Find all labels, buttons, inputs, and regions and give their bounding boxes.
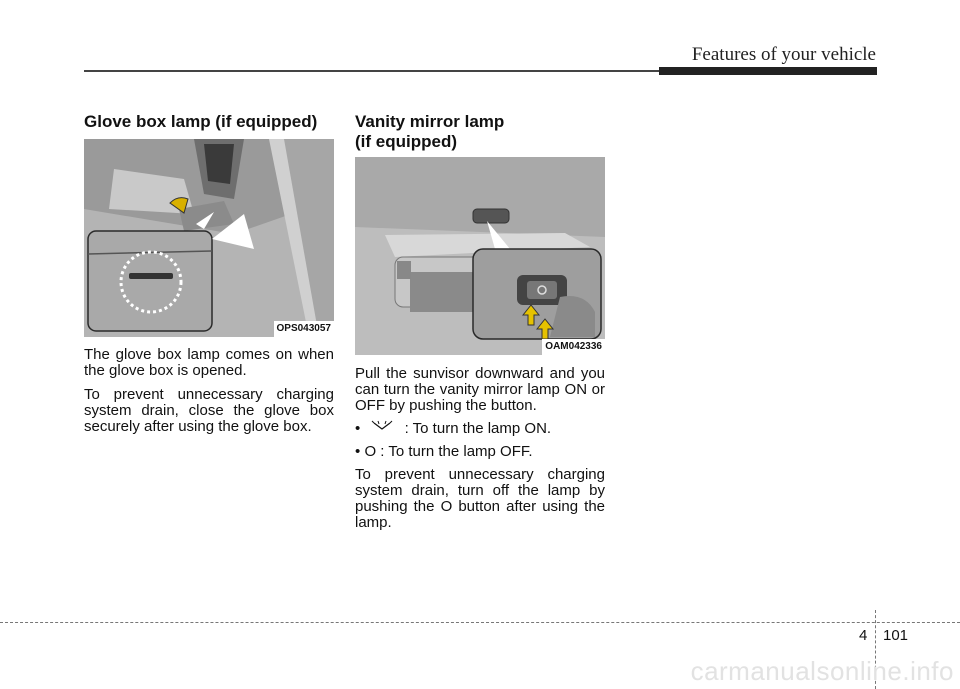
glove-box-text — [84, 347, 334, 435]
section-title: Features of your vehicle — [691, 44, 876, 65]
header-rule — [84, 70, 659, 72]
heading-line: (if equipped) — [355, 132, 457, 151]
vanity-mirror-text — [355, 366, 605, 531]
figure-code: OPS043057 — [274, 321, 335, 337]
glove-box-heading: Glove box lamp (if equipped) — [84, 112, 318, 131]
watermark: carmanualsonline.info — [690, 656, 954, 686]
paragraph: The glove box lamp comes on when the glove box is opened. — [84, 346, 334, 379]
paragraph: To prevent unnecessary charging system drain, close the glove box securely after using the glove box. — [84, 386, 334, 435]
bullet: • — [355, 443, 361, 460]
bullet: • — [355, 420, 361, 437]
heading-line: Vanity mirror lamp — [355, 112, 505, 131]
vanity-mirror-illustration — [355, 157, 605, 355]
glove-box-drawing — [84, 139, 334, 337]
lamp-on-icon — [364, 420, 400, 434]
page-number: 101 — [883, 627, 909, 644]
bullet-text: O : To turn the lamp OFF. — [364, 443, 533, 460]
bullet-item — [355, 443, 605, 461]
glove-box-illustration — [84, 139, 334, 337]
paragraph: Pull the sunvisor downward and you can turn the vanity mirror lamp ON or OFF by pushing the button. — [355, 365, 605, 414]
footer-rule — [0, 622, 960, 623]
header-rule-accent — [659, 67, 877, 75]
vanity-mirror-heading — [355, 112, 605, 152]
paragraph: To prevent unnecessary charging system drain, turn off the lamp by pushing the O button after using the lamp. — [355, 466, 605, 531]
figure-code: OAM042336 — [542, 339, 605, 355]
vanity-mirror-drawing — [355, 157, 605, 355]
chapter-number: 4 — [859, 627, 868, 644]
bullet-item — [355, 420, 605, 438]
bullet-text: : To turn the lamp ON. — [404, 420, 552, 437]
